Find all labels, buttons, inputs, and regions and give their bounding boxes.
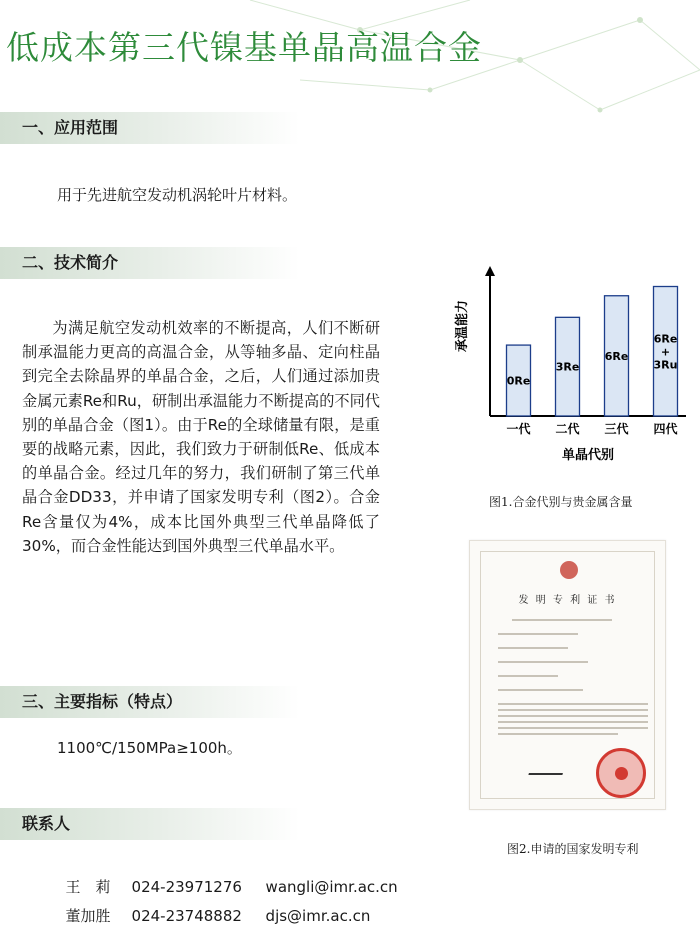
section-header-application <box>0 112 300 144</box>
patent-text-line <box>512 619 612 621</box>
figure1-chart <box>450 258 700 468</box>
bar-data-label: 0Re <box>506 374 531 388</box>
x-tick-label: 二代 <box>555 422 580 436</box>
patent-text-line <box>498 733 618 735</box>
section-title: 二、技术简介 <box>22 253 119 272</box>
x-tick-label: 一代 <box>506 422 531 436</box>
figure1-caption: 图1.合金代别与贵金属含量 <box>489 495 633 509</box>
bar-data-label: 6Re <box>604 349 629 363</box>
contact-phone: 024-23748882 <box>131 907 242 925</box>
page-title: 低成本第三代镍基单晶高温合金 <box>6 28 482 67</box>
contact-email[interactable]: djs@imr.ac.cn <box>265 907 371 925</box>
patent-emblem-icon <box>560 561 578 579</box>
bar-data-label: 3Ru <box>653 358 678 372</box>
tech-paragraph: 为满足航空发动机效率的不断提高，人们不断研制承温能力更高的高温合金，从等轴多晶、定向柱晶到完全去除晶界的单晶合金，之后，人们通过添加贵金属元素Re和Ru，研制出承温能力不断提高的不同代别的单晶合金（图1）。由于Re的全球储量有限，是重要的战略元素，因此，我们致力于研制低Re、低成本的单晶合金。经过几年的努力，我们研制了第三代单晶合金DD33，并申请了国家发明专利（图2）。合金Re含量仅为4%，成本比国外典型三代单晶降低了30%，而合金性能达到国外典型三代单晶水平。 <box>22 319 380 555</box>
patent-heading: 发 明 专 利 证 书 <box>518 595 617 606</box>
patent-seal-icon <box>596 748 646 798</box>
section-header-indicators <box>0 686 300 718</box>
contact-name: 董加胜 <box>65 907 111 925</box>
contact-email[interactable]: wangli@imr.ac.cn <box>265 878 398 896</box>
patent-text-line <box>498 715 648 717</box>
y-axis-arrow-icon <box>485 266 495 276</box>
patent-text-line <box>498 675 558 677</box>
section-title: 一、应用范围 <box>22 118 119 137</box>
x-axis-label: 单晶代别 <box>561 448 615 463</box>
contact-phone: 024-23971276 <box>131 878 242 896</box>
y-axis-label: 承温能力 <box>455 299 470 353</box>
bar-data-label: 3Re <box>555 360 580 374</box>
application-text: 用于先进航空发动机涡轮叶片材料。 <box>57 186 298 204</box>
patent-text-line <box>498 661 588 663</box>
patent-text-line <box>498 727 648 729</box>
patent-text-line <box>498 689 583 691</box>
alloy-generation-bar-chart <box>450 258 700 468</box>
x-tick-label: 三代 <box>604 422 629 436</box>
patent-text-line <box>498 721 648 723</box>
bar-data-label: 6Re <box>653 332 678 346</box>
bar-data-label: + <box>660 345 671 359</box>
section-header-contact <box>0 808 300 840</box>
contact-row <box>56 887 370 926</box>
section-header-tech <box>0 247 300 279</box>
section-title: 联系人 <box>22 814 71 833</box>
patent-text-line <box>498 647 568 649</box>
patent-text-line <box>498 633 578 635</box>
figure2-caption: 图2.申请的国家发明专利 <box>507 842 639 856</box>
patent-signature-icon <box>528 763 565 775</box>
section-title: 三、主要指标（特点） <box>22 692 183 711</box>
patent-text-line <box>498 703 648 705</box>
x-tick-label: 四代 <box>653 422 678 436</box>
patent-certificate-image <box>469 540 666 810</box>
indicators-text: 1100℃/150MPa≥100h。 <box>57 739 242 757</box>
contact-name: 王 莉 <box>65 878 111 896</box>
patent-text-line <box>498 709 648 711</box>
